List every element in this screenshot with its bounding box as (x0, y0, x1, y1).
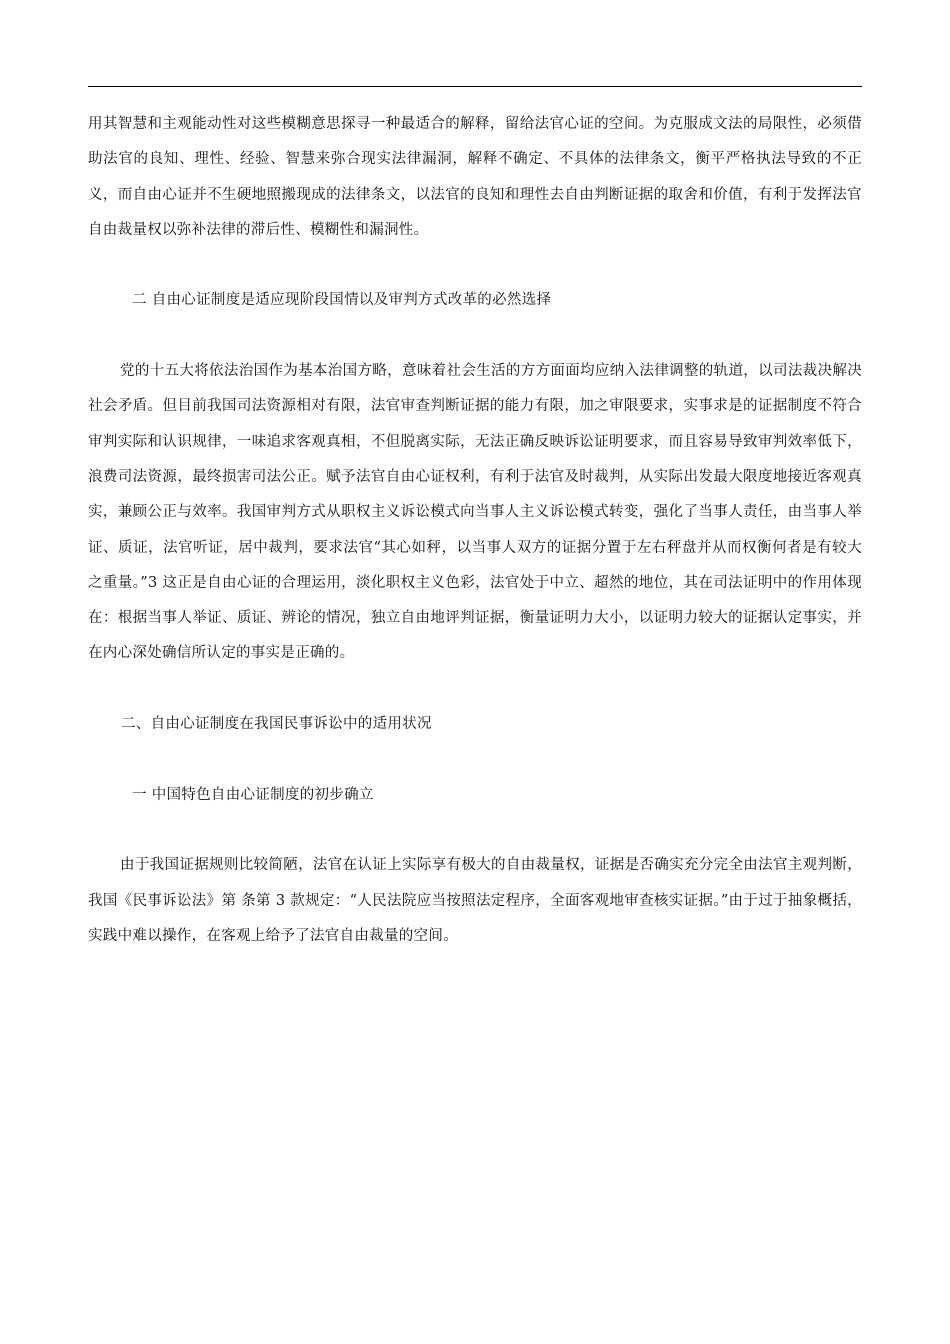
section-heading-two-sub: 二 自由心证制度是适应现阶段国情以及审判方式改革的必然选择 (132, 292, 552, 309)
header-rule (88, 86, 862, 87)
paragraph-rule-of-law: 党的十五大将依法治国作为基本治国方略，意味着社会生活的方方面面均应纳入法律调整的轨道，以司法裁决解决社会矛盾。但目前我国司法资源相对有限，法官审查判断证据的能力有限，加之审限要求，实事求是的证据制度不符合审判实际和认识规律，一味追求客观真相，不但脱离实际，无法正确反映诉讼证明要求，而且容易导致审判效率低下，浪费司法资源，最终损害司法公正。赋予法官自由心证权利，有利于法官及时裁判，从实际出发最大限度地接近客观真实，兼顾公正与效率。我国审判方式从职权主义诉讼模式向当事人主义诉讼模式转变，强化了当事人责任，由当事人举证、质证，法官听证，居中裁判，要求法官“其心如秤，以当事人双方的证据分置于左右秤盘并从而权衡何者是有较大之重量。”3 这正是自由心证的合理运用，淡化职权主义色彩，法官处于中立、超然的地位，其在司法证明中的作用体现在：根据当事人举证、质证、辨论的情况，独立自由地评判证据，衡量证明力大小，以证明力较大的证据认定事实，并在内心深处确信所认定的事实是正确的。 (88, 363, 862, 662)
paragraph-continuation: 用其智慧和主观能动性对这些模糊意思探寻一种最适合的解释，留给法官心证的空间。为克服成文法的局限性，必须借助法官的良知、理性、经验、智慧来弥合现实法律漏洞，解释不确定、不具体的法律条文，衡平严格执法导致的不正义，而自由心证并不生硬地照搬现成的法律条文，以法官的良知和理性去自由判断证据的取舍和价值，有利于发挥法官自由裁量权以弥补法律的滞后性、模糊性和漏洞性。 (88, 116, 862, 238)
document-body (88, 107, 862, 954)
section-heading-two-main: 二、自由心证制度在我国民事诉讼中的适用状况 (121, 716, 432, 733)
section-heading-one-sub: 一 中国特色自由心证制度的初步确立 (132, 786, 374, 803)
paragraph-evidence-rules: 由于我国证据规则比较简陋，法官在认证上实际享有极大的自由裁量权，证据是否确实充分完全由法官主观判断，我国《民事诉讼法》第 条第 3 款规定：“人民法院应当按照法定程序，全面客观地审查核实证据。”由于过于抽象概括，实践中难以操作，在客观上给予了法官自由裁量的空间。 (88, 857, 862, 944)
